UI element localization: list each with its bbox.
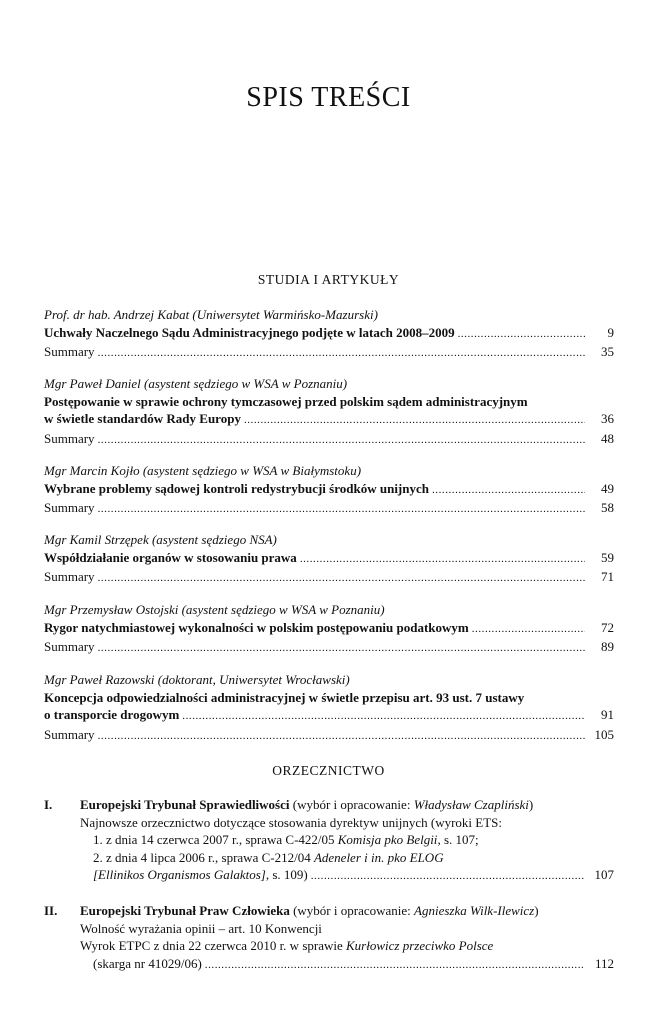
- dot-leader: [98, 640, 585, 658]
- page-number: 72: [601, 619, 614, 635]
- summary-label: Summary: [44, 500, 95, 516]
- summary-label: Summary: [44, 639, 95, 655]
- dot-leader: [244, 412, 585, 430]
- page-number: 59: [601, 549, 614, 565]
- case-name: Komisja pko Belgii: [337, 832, 438, 848]
- summary-line: [44, 726, 614, 746]
- judgment-text: 2. z dnia 4 lipca 2006 r., sprawa C-212/04: [93, 849, 314, 865]
- author: Mgr Paweł Razowski (doktorant, Uniwersytet Wrocławski): [44, 672, 350, 687]
- summary-label: Summary: [44, 344, 95, 360]
- dot-leader: [311, 868, 585, 886]
- toc-item: [44, 601, 614, 658]
- article-title-line: [44, 549, 614, 569]
- summary-label: Summary: [44, 430, 95, 446]
- dot-leader: [98, 432, 585, 450]
- judgment-text: , s. 109): [265, 867, 308, 883]
- dot-leader: [98, 345, 585, 363]
- article-title-line: [44, 480, 614, 500]
- court-name: Europejski Trybunał Praw Człowieka: [80, 903, 290, 918]
- dot-leader: [205, 957, 585, 975]
- case-name: Adeneler i in. pko ELOG: [313, 849, 444, 865]
- judgment-item: [80, 831, 614, 849]
- dot-leader: [98, 728, 585, 746]
- summary-line: [44, 430, 614, 450]
- toc-item: [44, 671, 614, 745]
- page-number: 36: [601, 411, 614, 427]
- editor-suffix: ): [528, 797, 534, 812]
- author: Prof. dr hab. Andrzej Kabat (Uniwersytet Warmińsko-Mazurski): [44, 307, 378, 322]
- article-title: w świetle standardów Rady Europy: [44, 411, 241, 427]
- dot-leader: [458, 326, 585, 344]
- dot-leader: [98, 570, 585, 588]
- toc-item: [44, 375, 614, 449]
- judgment-line: [80, 937, 614, 955]
- case-law-entry: [44, 902, 614, 977]
- toc-item: [44, 531, 614, 588]
- article-title: Współdziałanie organów w stosowaniu prawa: [44, 549, 297, 565]
- article-title: Koncepcja odpowiedzialności administracyjnej w świetle przepisu art. 93 ust. 7 ustawy: [44, 689, 525, 705]
- summary-line: [44, 638, 614, 658]
- case-law-entry: [44, 796, 614, 886]
- page-number: 91: [601, 707, 614, 723]
- page-title: SPIS TREŚCI: [246, 82, 411, 113]
- summary-page: 71: [601, 569, 614, 585]
- complaint-number: (skarga nr 41029/06): [93, 955, 202, 971]
- article-title-line: [44, 706, 614, 726]
- article-title: Postępowanie w sprawie ochrony tymczasowej przed polskim sądem administracyjnym: [44, 393, 528, 409]
- author: Mgr Marcin Kojło (asystent sędziego w WSA w Białymstoku): [44, 463, 362, 478]
- editor-name: Agnieszka Wilk-Ilewicz: [414, 903, 535, 918]
- summary-page: 35: [601, 344, 614, 360]
- judgment-item: [80, 849, 614, 867]
- summary-label: Summary: [44, 726, 95, 742]
- article-title-line: [44, 619, 614, 639]
- entry-description: Wolność wyrażania opinii – art. 10 Konwencji: [80, 920, 322, 936]
- editor-prefix: (wybór i opracowanie:: [289, 797, 414, 812]
- article-title: Uchwały Naczelnego Sądu Administracyjnego podjęte w latach 2008–2009: [44, 324, 455, 340]
- judgment-item-line: [80, 955, 614, 975]
- page-number: 112: [594, 955, 614, 971]
- article-title-line: [44, 410, 614, 430]
- dot-leader: [182, 708, 585, 726]
- toc-item: [44, 462, 614, 519]
- author: Mgr Przemysław Ostojski (asystent sędziego w WSA w Poznaniu): [44, 602, 385, 617]
- author: Mgr Paweł Daniel (asystent sędziego w WSA w Poznaniu): [44, 376, 348, 391]
- entry-heading: [80, 902, 614, 920]
- article-title: o transporcie drogowym: [44, 707, 180, 723]
- editor-suffix: ): [534, 903, 539, 918]
- article-title: Rygor natychmiastowej wykonalności w polskim postępowaniu podatkowym: [44, 619, 469, 635]
- summary-line: [44, 343, 614, 363]
- entry-description: Najnowsze orzecznictwo dotyczące stosowania dyrektyw unijnych (wyroki ETS:: [80, 814, 503, 830]
- article-title: Wybrane problemy sądowej kontroli redystrybucji środków unijnych: [44, 480, 429, 496]
- dot-leader: [300, 551, 585, 569]
- entry-number: I.: [44, 797, 53, 812]
- summary-page: 48: [601, 430, 614, 446]
- author: Mgr Kamil Strzępek (asystent sędziego NSA): [44, 532, 277, 547]
- summary-line: [44, 568, 614, 588]
- judgment-text: Wyrok ETPC z dnia 22 czerwca 2010 r. w sprawie: [80, 938, 346, 954]
- entry-number: II.: [44, 903, 58, 918]
- judgment-text: 1. z dnia 14 czerwca 2007 r., sprawa C-422/05: [93, 832, 338, 848]
- summary-page: 105: [594, 726, 614, 742]
- court-name: Europejski Trybunał Sprawiedliwości: [80, 797, 290, 812]
- summary-label: Summary: [44, 569, 95, 585]
- toc-item: [44, 306, 614, 363]
- page-number: 107: [594, 867, 614, 883]
- section-title-studia: STUDIA I ARTYKUŁY: [257, 272, 400, 287]
- judgment-item-line: [80, 866, 614, 886]
- summary-page: 89: [601, 639, 614, 655]
- judgment-text: , s. 107;: [437, 832, 479, 848]
- dot-leader: [432, 482, 585, 500]
- summary-line: [44, 499, 614, 519]
- dot-leader: [472, 621, 585, 639]
- section-title-orzecznictwo: ORZECZNICTWO: [272, 763, 385, 778]
- entry-heading: [80, 796, 614, 814]
- page-number: 49: [601, 480, 614, 496]
- editor-name: Władysław Czapliński: [413, 797, 529, 812]
- editor-prefix: (wybór i opracowanie:: [289, 903, 415, 918]
- case-name: Kurłowicz przeciwko Polsce: [346, 938, 494, 954]
- article-title-line: [44, 324, 614, 344]
- summary-page: 58: [601, 500, 614, 516]
- page-number: 9: [607, 324, 614, 340]
- case-name: [Ellinikos Organismos Galaktos]: [93, 867, 266, 883]
- dot-leader: [98, 501, 585, 519]
